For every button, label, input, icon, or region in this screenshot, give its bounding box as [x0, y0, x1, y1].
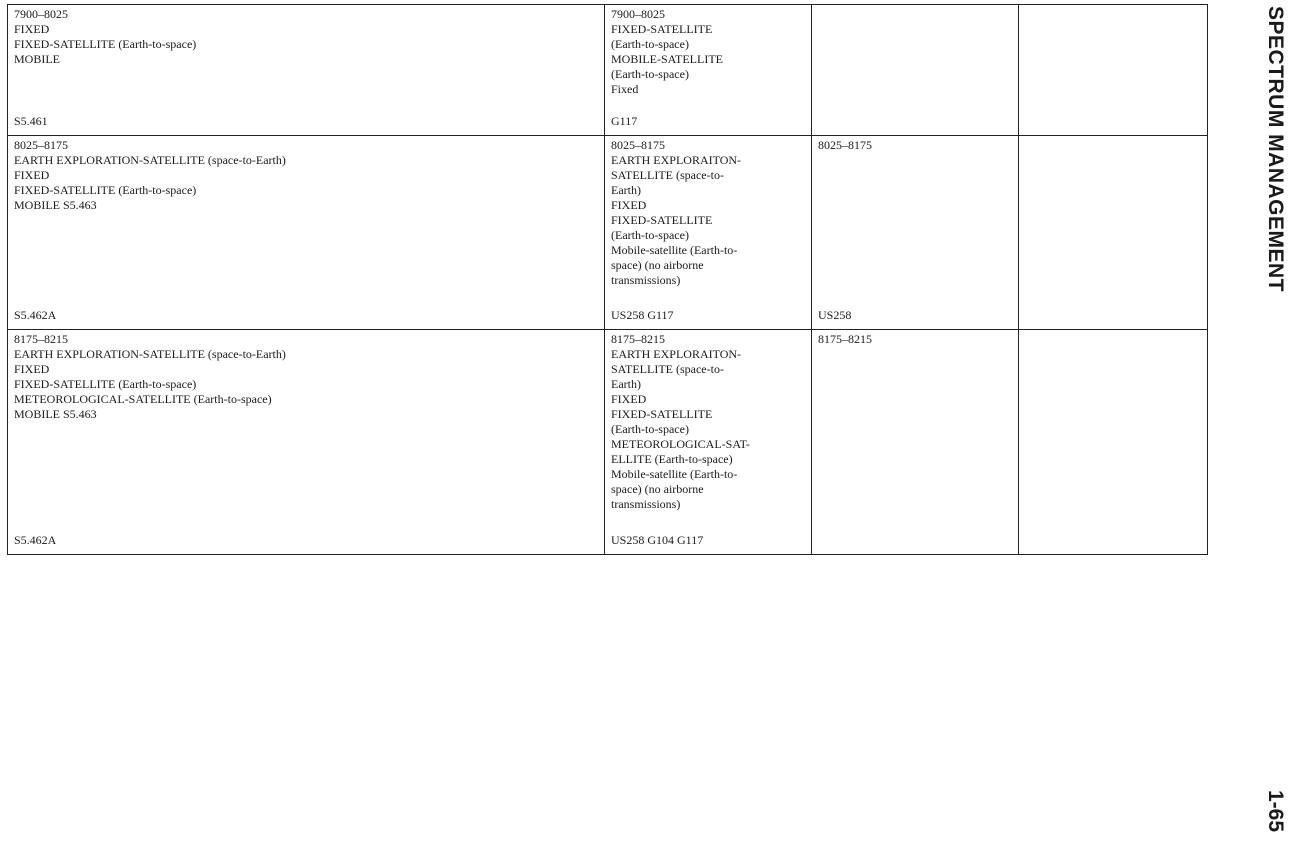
allocation-text: 8175–8215 — [818, 332, 872, 346]
table-cell-rules — [1019, 330, 1208, 555]
allocation-text: 8025–8175 EARTH EXPLORAITON- SATELLITE (space-to- Earth) FIXED FIXED-SATELLITE (Earth-to-space) Mobile-satellite (Earth-to- space) (no airborne transmissions) — [611, 138, 742, 287]
allocation-text: 8175–8215 EARTH EXPLORAITON- SATELLITE (space-to- Earth) FIXED FIXED-SATELLITE (Earth-to-space) METEOROLOGICAL-SAT- ELLITE (Earth-to-space) Mobile-satellite (Earth-to- space) (no airborne transmissions) — [611, 332, 750, 511]
footnote-ref: S5.461 — [14, 114, 48, 128]
table-row — [8, 330, 1208, 555]
allocation-table — [7, 4, 1208, 555]
table-cell-international — [8, 5, 605, 136]
allocation-text: 8025–8175 EARTH EXPLORATION-SATELLITE (space-to-Earth) FIXED FIXED-SATELLITE (Earth-to-space) MOBILE S5.463 — [14, 138, 286, 212]
table-row — [8, 5, 1208, 136]
allocation-text: 7900–8025 FIXED FIXED-SATELLITE (Earth-to-space) MOBILE — [14, 7, 197, 66]
footnote-ref: US258 G117 — [611, 308, 674, 322]
table-cell-international — [8, 330, 605, 555]
table-row — [8, 136, 1208, 330]
page-number: 1-65 — [1264, 790, 1287, 833]
table-cell-rules — [1019, 5, 1208, 136]
allocation-text: 7900–8025 FIXED-SATELLITE (Earth-to-space) MOBILE-SATELLITE (Earth-to-space) Fixed — [611, 7, 723, 96]
footnote-ref: US258 — [818, 308, 852, 322]
running-header: SPECTRUM MANAGEMENT — [1264, 6, 1287, 292]
footnote-ref: US258 G104 G117 — [611, 533, 704, 547]
allocation-text: 8175–8215 EARTH EXPLORATION-SATELLITE (space-to-Earth) FIXED FIXED-SATELLITE (Earth-to-space) METEOROLOGICAL-SATELLITE (Earth-to-space) MOBILE S5.463 — [14, 332, 286, 421]
table-cell-international — [8, 136, 605, 330]
footnote-ref: S5.462A — [14, 308, 57, 322]
table-cell-federal — [605, 5, 812, 136]
table-cell-non-federal — [812, 5, 1019, 136]
table-cell-federal — [605, 330, 812, 555]
footnote-ref: G117 — [611, 114, 638, 128]
table-cell-non-federal — [812, 136, 1019, 330]
footnote-ref: S5.462A — [14, 533, 57, 547]
allocation-text: 8025–8175 — [818, 138, 872, 152]
table-cell-federal — [605, 136, 812, 330]
table-cell-non-federal — [812, 330, 1019, 555]
table-cell-rules — [1019, 136, 1208, 330]
